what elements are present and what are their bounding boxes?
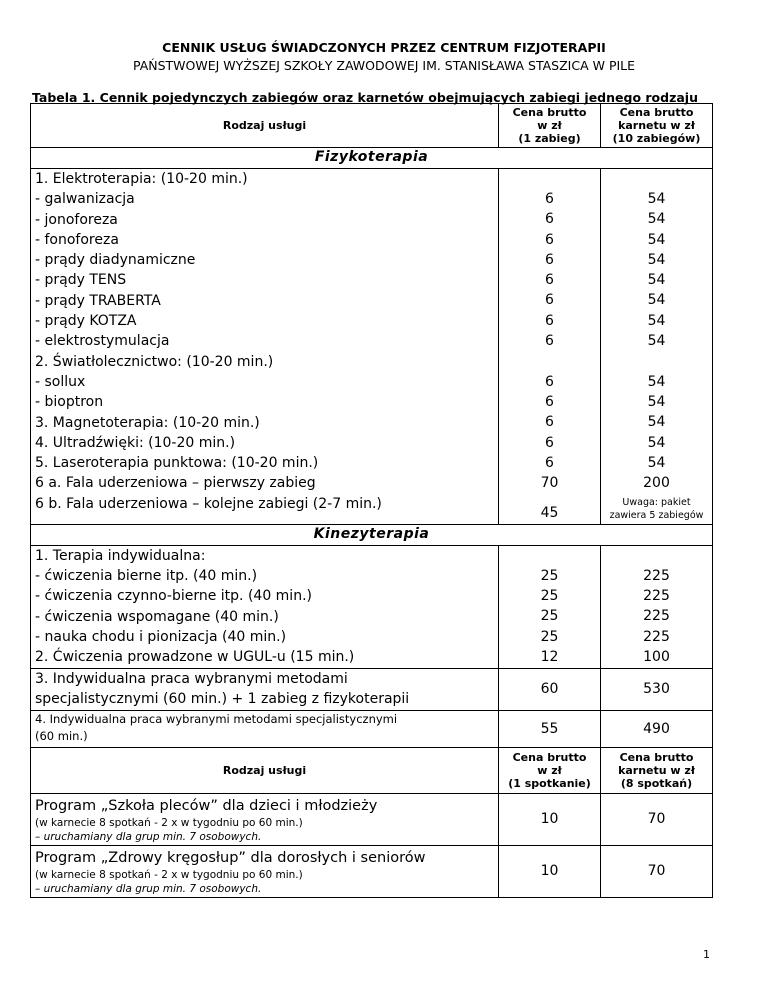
list-item: - ćwiczenia czynno-bierne itp. (40 min.)	[35, 588, 312, 605]
section-row-fizykoterapia	[31, 148, 713, 169]
list-item: 6 a. Fala uderzeniowa – pierwszy zabieg	[35, 475, 316, 492]
list-item: - elektrostymulacja	[35, 333, 170, 350]
table-row-program	[31, 845, 713, 897]
list-item: 5. Laseroterapia punktowa: (10-20 min.)	[35, 455, 319, 472]
kinezyterapia-single-prices: 25 25 25 25 12	[499, 545, 601, 668]
table-row	[31, 710, 713, 747]
kinezyterapia-labels	[31, 545, 499, 668]
list-item: - prądy diadynamiczne	[35, 252, 196, 269]
list-item: - ćwiczenia wspomagane (40 min.)	[35, 608, 279, 625]
list-item: - ćwiczenia bierne itp. (40 min.)	[35, 568, 258, 585]
list-item: - galwanizacja	[35, 191, 135, 208]
list-item: - prądy TRABERTA	[35, 292, 161, 309]
program-1-pass: 70	[601, 793, 713, 845]
list-item: - bioptron	[35, 394, 104, 411]
table-row-kinezyterapia	[31, 545, 713, 668]
programs-header-service-label: Rodzaj usługi	[31, 747, 499, 793]
kinezyterapia-row3-pass: 530	[601, 668, 713, 710]
program-2-single: 10	[499, 845, 601, 897]
table-row-program	[31, 793, 713, 845]
section-row-kinezyterapia	[31, 524, 713, 545]
table-row	[31, 668, 713, 710]
program-1-description: Program „Szkoła pleców” dla dzieci i młodzieży (w karnecie 8 spotkań - 2 x w tygodniu po 60 min.) – uruchamiany dla grup min. 7 osobowych.	[31, 793, 499, 845]
section-title-fizykoterapia: Fizykoterapia	[31, 148, 713, 169]
list-item: - jonoforeza	[35, 211, 118, 228]
header-service-label: Rodzaj usługi	[31, 104, 499, 148]
price-table	[30, 103, 713, 898]
program-2-pass: 70	[601, 845, 713, 897]
document-title-line1: CENNIK USŁUG ŚWIADCZONYCH PRZEZ CENTRUM FIZJOTERAPII	[162, 40, 606, 55]
section-title-kinezyterapia: Kinezyterapia	[31, 524, 713, 545]
table-caption: Tabela 1. Cennik pojedynczych zabiegów oraz karnetów obejmujących zabiegi jednego rodzaju	[32, 90, 698, 105]
kinezyterapia-row4-pass: 490	[601, 710, 713, 747]
kinezyterapia-row4-label: 4. Indywidualna praca wybranymi metodami specjalistycznymi (60 min.)	[31, 710, 499, 747]
list-item: 6 b. Fala uderzeniowa – kolejne zabiegi (2-7 min.)	[35, 495, 382, 512]
header-price-pass: Cena brutto karnetu w zł (10 zabiegów)	[601, 104, 713, 148]
program-2-title: Program „Zdrowy kręgosłup” dla dorosłych i seniorów	[35, 849, 426, 866]
kinezyterapia-row4-single: 55	[499, 710, 601, 747]
list-item: 2. Światłolecznictwo: (10-20 min.)	[35, 353, 274, 370]
table-row-fizykoterapia	[31, 169, 713, 525]
kinezyterapia-row3-single: 60	[499, 668, 601, 710]
fizykoterapia-labels	[31, 169, 499, 525]
kinezyterapia-row3-label: 3. Indywidualna praca wybranymi metodami specjalistycznymi (60 min.) + 1 zabieg z fizykoterapii	[31, 668, 499, 710]
header-price-single: Cena brutto w zł (1 zabieg)	[499, 104, 601, 148]
list-item: 4. Ultradźwięki: (10-20 min.)	[35, 434, 236, 451]
list-item: 3. Magnetoterapia: (10-20 min.)	[35, 414, 260, 431]
list-item: 2. Ćwiczenia prowadzone w UGUL-u (15 min.)	[35, 649, 355, 666]
program-2-description: Program „Zdrowy kręgosłup” dla dorosłych i seniorów (w karnecie 8 spotkań - 2 x w tygodniu po 60 min.) – uruchamiany dla grup min. 7 osobowych.	[31, 845, 499, 897]
table-header-row	[31, 104, 713, 148]
list-item: - sollux	[35, 373, 86, 390]
programs-header-row	[31, 747, 713, 793]
list-item: 1. Terapia indywidualna:	[35, 547, 206, 564]
fizykoterapia-pass-prices: 54 54 54 54 54 54 54 54 54 54 54 54 54 200 Uwaga: pakiet zawiera 5 zabiegów	[601, 169, 713, 525]
program-1-single: 10	[499, 793, 601, 845]
list-item: - nauka chodu i pionizacja (40 min.)	[35, 628, 287, 645]
document-title-line2: PAŃSTWOWEJ WYŻSZEJ SZKOŁY ZAWODOWEJ IM. STANISŁAWA STASZICA W PILE	[132, 58, 636, 73]
list-item: - prądy TENS	[35, 272, 127, 289]
programs-header-price-single: Cena brutto w zł (1 spotkanie)	[499, 747, 601, 793]
list-item: - fonoforeza	[35, 231, 119, 248]
kinezyterapia-pass-prices: 225 225 225 225 100	[601, 545, 713, 668]
fizykoterapia-single-prices: 6 6 6 6 6 6 6 6 6 6 6 6 6 70 45	[499, 169, 601, 525]
list-item: - prądy KOTZA	[35, 313, 137, 330]
page-number: 1	[703, 948, 710, 961]
package-note: Uwaga: pakiet zawiera 5 zabiegów	[609, 497, 704, 522]
list-item: 1. Elektroterapia: (10-20 min.)	[35, 171, 248, 187]
program-1-title: Program „Szkoła pleców” dla dzieci i młodzieży	[35, 797, 378, 814]
programs-header-price-pass: Cena brutto karnetu w zł (8 spotkań)	[601, 747, 713, 793]
